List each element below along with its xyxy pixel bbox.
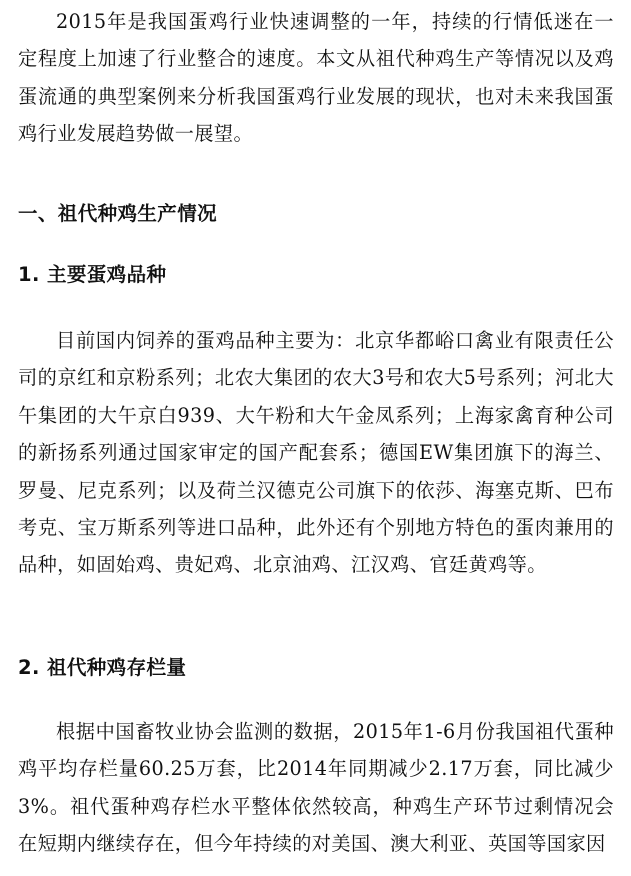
grandparent-stock-paragraph: 根据中国畜牧业协会监测的数据，2015年1-6月份我国祖代蛋种鸡平均存栏量60.25万套，比2014年同期减少2.17万套，同比减少3%。祖代蛋种鸡存栏水平整体依然较高，种鸡生产环节过剩情况会在短期内继续存在，但今年持续的对美国、澳大利亚、英国等国家因 — [18, 720, 614, 856]
subsection-heading-main-layer-breeds: 1. 主要蛋鸡品种 — [18, 263, 167, 286]
intro-paragraph: 2015年是我国蛋鸡行业快速调整的一年，持续的行情低迷在一定程度上加速了行业整合的速度。本文从祖代种鸡生产等情况以及鸡蛋流通的典型案例来分析我国蛋鸡行业发展的现状，也对未来我国蛋鸡行业发展趋势做一展望。 — [18, 10, 614, 146]
section-heading-grandparent-breeder-production: 一、祖代种鸡生产情况 — [18, 202, 218, 225]
layer-breeds-paragraph: 目前国内饲养的蛋鸡品种主要为：北京华都峪口禽业有限责任公司的京红和京粉系列；北农大集团的农大3号和农大5号系列；河北大午集团的大午京白939、大午粉和大午金凤系列；上海家禽育种公司的新扬系列通过国家审定的国产配套系；德国EW集团旗下的海兰、罗曼、尼克系列；以及荷兰汉德克公司旗下的依莎、海塞克斯、巴布考克、宝万斯系列等进口品种，此外还有个别地方特色的蛋肉兼用的品种，如固始鸡、贵妃鸡、北京油鸡、江汉鸡、官廷黄鸡等。 — [18, 329, 614, 577]
subsection-heading-grandparent-stock: 2. 祖代种鸡存栏量 — [18, 656, 187, 679]
